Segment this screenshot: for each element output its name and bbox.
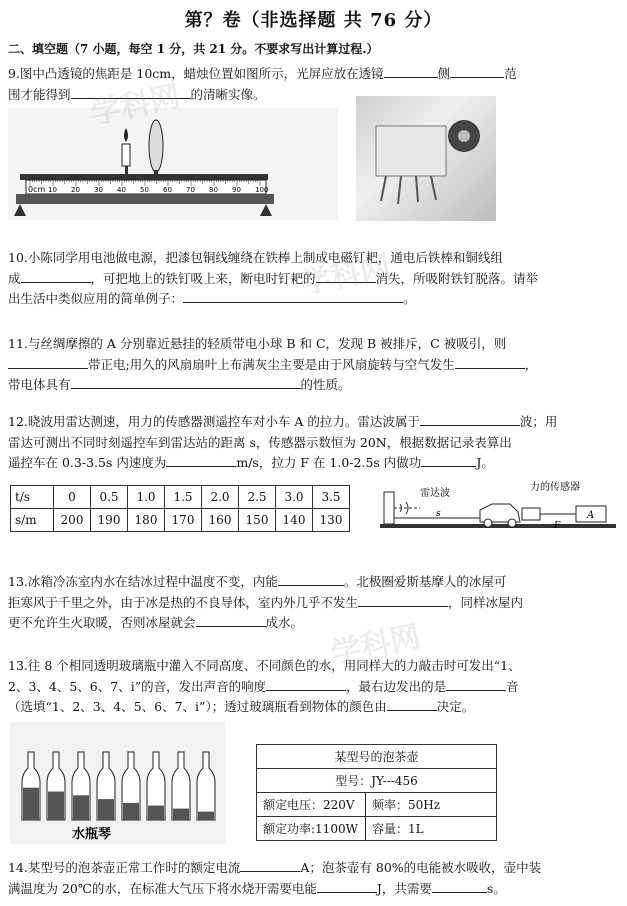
q13b-blank-3[interactable] (387, 697, 437, 711)
table-row-distance (11, 509, 350, 532)
table-cell: 1.5 (165, 486, 202, 509)
q13a-text-e: 更不允许生火取暖，否则冰屋就会 (8, 615, 196, 630)
q11-text-d: 带电体具有 (8, 377, 71, 392)
q9-text-c: 范 (504, 66, 517, 81)
q11-blank-2[interactable] (455, 355, 525, 369)
candle-icon (122, 144, 130, 166)
question-9 (8, 64, 620, 105)
table-row-time (11, 486, 350, 509)
q11-blank-3[interactable] (71, 375, 301, 389)
q14-text-e: s。 (486, 880, 506, 896)
question-14 (8, 858, 620, 899)
q10-blank-3[interactable] (183, 289, 403, 303)
table-cell: 160 (202, 509, 239, 532)
q12-text-b: 波；用 (519, 414, 558, 429)
q9-blank-3[interactable] (71, 85, 191, 99)
ruler-tick-label: 70 (186, 186, 195, 194)
tea-kettle-spec-table (256, 744, 497, 841)
question-13-ice (8, 572, 620, 634)
q12-blank-2[interactable] (166, 453, 236, 467)
q13b-text-c: ，最右边发出的是 (346, 678, 447, 694)
q13a-blank-3[interactable] (196, 613, 266, 627)
spec-model: 型号：JY---456 (257, 769, 497, 793)
watermark: 学科网 (88, 78, 184, 132)
distance-label: s (436, 509, 441, 519)
q10-text-d: 消失，所吸附铁钉脱落。请举 (375, 270, 539, 286)
q13b-blank-2[interactable] (446, 677, 506, 691)
q13b-text-a: 13.往 8 个相同透明玻璃瓶中灌入不同高度、不同颜色的水，用同样大的力敲击时可发出“1、 (8, 658, 521, 673)
table-cell: 2.0 (202, 486, 239, 509)
q10-blank-1[interactable] (21, 269, 91, 283)
table-cell: 130 (313, 509, 350, 532)
q13a-text-d: ，同样冰屋内 (448, 594, 524, 610)
table-cell: 2.5 (239, 486, 276, 509)
question-12 (8, 412, 620, 474)
q14-text-b: A；泡茶壶有 80%的电能被水吸收，壶中装 (300, 860, 542, 875)
ruler-tick-label: 10 (48, 186, 57, 194)
table-cell: 140 (276, 509, 313, 532)
ruler-tick-label: 30 (94, 186, 103, 194)
q10-text-a: 10.小陈同学用电池做电源，把漆包铜线缠绕在铁棒上制成电磁钉耙，通电后铁棒和铜线组 (8, 250, 503, 265)
table-cell: 3.0 (276, 486, 313, 509)
q10-text-b: 成 (8, 270, 21, 286)
spec-frequency: 频率：50Hz (366, 793, 497, 817)
ruler-tick-label: 50 (140, 186, 149, 194)
q9-blank-1[interactable] (384, 64, 438, 78)
ruler-tick-label: 100 (255, 186, 269, 194)
optical-bench-figure (8, 108, 338, 220)
question-13-bottles (8, 656, 620, 718)
q10-text-f: 。 (403, 291, 416, 306)
q14-text-d: J，共需要 (376, 880, 432, 896)
watermark: 学科网 (328, 618, 424, 672)
q12-text-d: 遥控车在 0.3-3.5s 内速度为 (8, 455, 167, 470)
bottle-figure-label: 水瓶琴 (72, 827, 112, 842)
sensor-label: 力的传感器 (530, 482, 580, 493)
q11-text-c: ， (524, 356, 538, 372)
watermark: 学科网 (298, 248, 394, 302)
ruler-tick-label: 80 (209, 186, 218, 194)
q13b-text-b: 2、3、4、5、6、7、i”的音，发出声音的响度 (8, 678, 267, 694)
ruler-tick-label: 40 (117, 186, 126, 194)
q13b-text-d: 音 (506, 678, 519, 694)
ruler-tick-label: 60 (163, 186, 172, 194)
q14-text-c: 满温度为 20℃的水，在标准大气压下将水烧开需要电能 (8, 880, 317, 896)
q9-text-e: 的清晰实像。 (190, 86, 266, 102)
q10-text-e: 出生活中类似应用的简单例子： (8, 291, 184, 306)
convex-lens-icon (149, 120, 163, 172)
q14-blank-3[interactable] (432, 879, 487, 893)
q14-blank-2[interactable] (317, 879, 377, 893)
question-11 (8, 334, 620, 396)
experiment-photo (356, 96, 496, 221)
q9-text-d: 围才能得到 (8, 86, 71, 102)
ruler-tick-label: 20 (71, 186, 80, 194)
q11-text-e: 的性质。 (300, 377, 351, 392)
q11-text-b: 带正电;用久的风扇扇叶上布满灰尘主要是由于风扇旋转与空气发生 (88, 356, 455, 372)
q12-text-f: J。 (476, 455, 494, 470)
q13a-text-b: 。北极圈爱斯基摩人的冰屋可 (343, 574, 507, 589)
spec-voltage: 额定电压：220V (257, 793, 366, 817)
q13a-text-c: 拒寒风于千里之外，由于冰是热的不良导体，室内外几乎不发生 (8, 594, 359, 610)
table-cell: 200 (54, 509, 91, 532)
spec-power: 额定功率:1100W (257, 817, 366, 841)
q12-blank-1[interactable] (420, 412, 520, 426)
page-title: 第？卷（非选择题 共 76 分） (184, 10, 443, 31)
table-cell: 190 (91, 509, 128, 532)
water-bottle-xylophone-figure (10, 722, 225, 844)
q13a-blank-2[interactable] (358, 593, 448, 607)
q9-blank-2[interactable] (450, 64, 504, 78)
q12-text-e: m/s，拉力 F 在 1.0-2.5s 内做功 (236, 455, 422, 470)
table-cell: s/m (11, 509, 54, 532)
table-cell: 150 (239, 509, 276, 532)
ruler-unit-label: 0cm (28, 185, 46, 194)
q10-text-c: ，可把地上的铁钉吸上来，断电时钉耙的 (90, 270, 316, 286)
spec-title: 某型号的泡茶壶 (257, 745, 497, 769)
q13b-blank-1[interactable] (266, 677, 346, 691)
force-sensor-icon (522, 508, 540, 520)
question-10 (8, 248, 620, 310)
table-cell: t/s (11, 486, 54, 509)
q13b-text-f: 决定。 (436, 699, 475, 714)
table-cell: 0.5 (91, 486, 128, 509)
radar-wave-label: 雷达波 (420, 488, 450, 499)
section-heading: 二、填空题（7 小题，每空 1 分，共 21 分。不要求写出计算过程.） (8, 42, 379, 56)
ruler-tick-label: 90 (232, 186, 241, 194)
q12-text-c: 雷达可测出不同时刻遥控车到雷达站的距离 s，传感器示数恒为 20N，根据数据记录表算出 (8, 434, 512, 450)
q13a-text-a: 13.冰箱冷冻室内水在结冰过程中温度不变，内能 (8, 574, 278, 589)
radar-station-icon (384, 492, 394, 524)
table-cell: 180 (128, 509, 165, 532)
q13a-text-f: 成水。 (265, 615, 304, 630)
q12-blank-3[interactable] (421, 453, 476, 467)
table-cell: 170 (165, 509, 202, 532)
q11-blank-1[interactable] (8, 355, 88, 369)
q11-text-a: 11.与丝绸摩擦的 A 分别靠近悬挂的轻质带电小球 B 和 C，发现 B 被排斥，C 被吸引，则 (8, 336, 507, 351)
q10-blank-2[interactable] (316, 269, 376, 283)
q13b-text-e: （选填“1、2、3、4、5、6、7、i”）；透过玻璃瓶看到物体的颜色由 (8, 699, 387, 714)
table-cell: 1.0 (128, 486, 165, 509)
data-table (10, 485, 350, 532)
radar-figure (380, 478, 620, 542)
force-label: F (554, 521, 561, 531)
q9-text-a: 9.图中凸透镜的焦距是 10cm，蜡烛位置如图所示，光屏应放在透镜 (8, 66, 384, 81)
q14-text-a: 14.某型号的泡茶壶正常工作时的额定电流 (8, 860, 241, 875)
q12-text-a: 12.晓波用雷达测速，用力的传感器测遥控车对小车 A 的拉力。雷达波属于 (8, 414, 420, 429)
spec-capacity: 容量：1L (366, 817, 497, 841)
q13a-blank-1[interactable] (278, 572, 344, 586)
cart-a-label: A (587, 510, 595, 521)
table-cell: 0 (54, 486, 91, 509)
q14-blank-1[interactable] (240, 858, 300, 872)
table-cell: 3.5 (313, 486, 350, 509)
q9-text-b: 侧 (437, 66, 451, 81)
